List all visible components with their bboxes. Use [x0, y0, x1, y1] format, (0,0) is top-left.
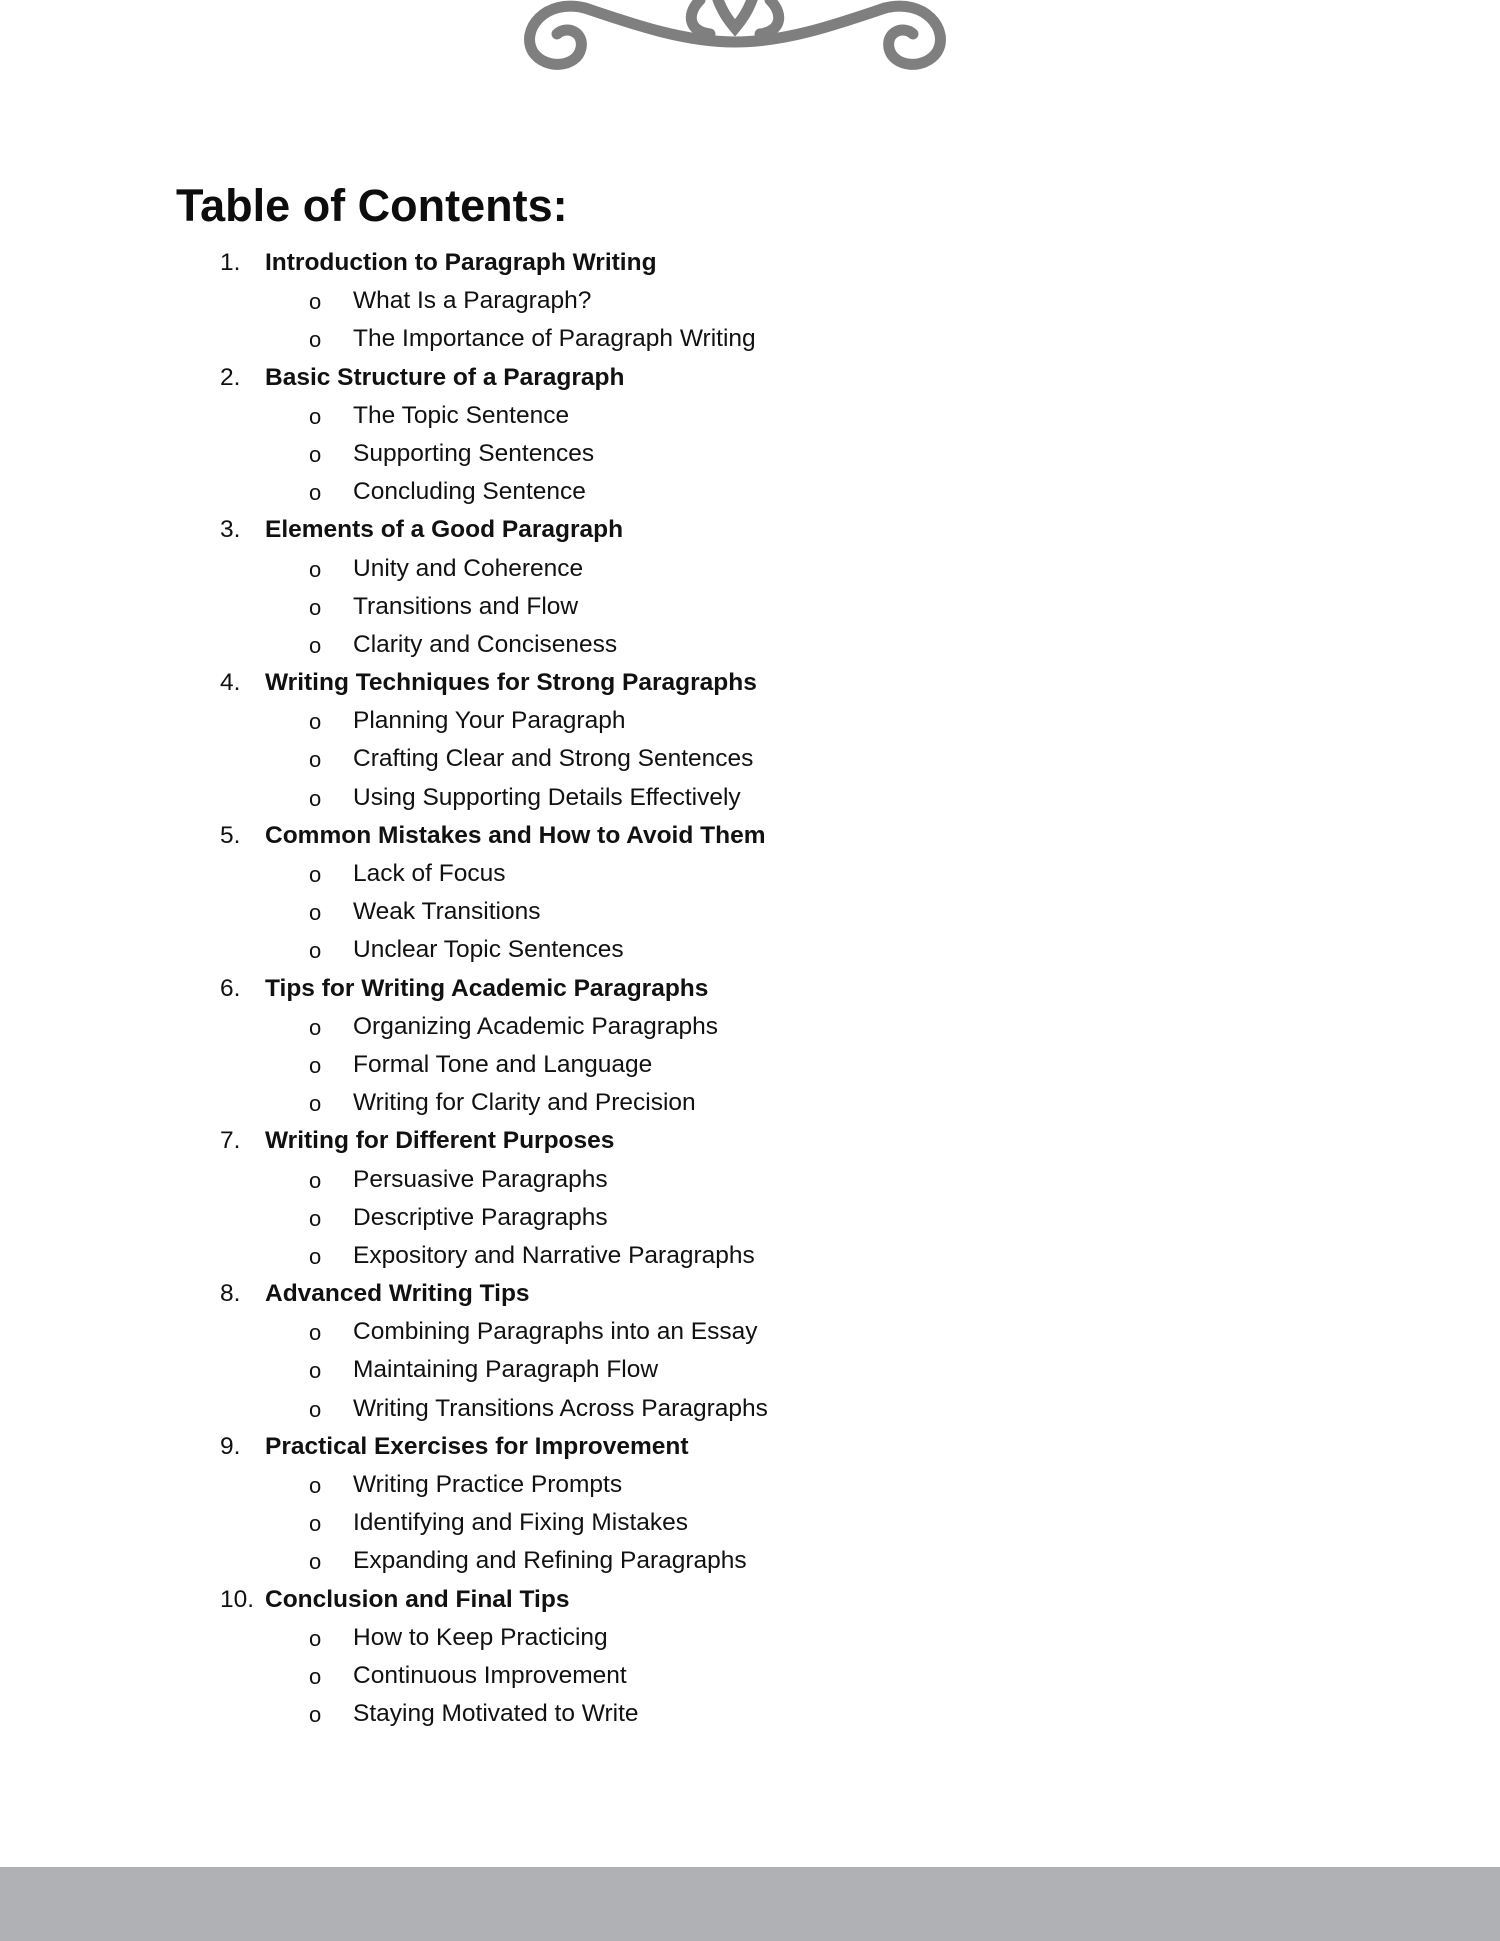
toc-subitem-label: Staying Motivated to Write — [353, 1700, 639, 1728]
toc-subitem-row — [0, 473, 1500, 511]
toc-section-number: 4. — [220, 669, 241, 697]
toc-subitem-row — [0, 550, 1500, 588]
toc-subitem-label: Combining Paragraphs into an Essay — [353, 1318, 758, 1346]
toc-section-number: 10. — [220, 1585, 255, 1613]
toc-section-row — [0, 1275, 1500, 1313]
toc-section-title: Advanced Writing Tips — [265, 1280, 530, 1308]
toc-subitem-row — [0, 1046, 1500, 1084]
toc-section-row — [0, 244, 1500, 282]
hollow-bullet-icon: o — [309, 1243, 322, 1269]
toc-subitem-label: Descriptive Paragraphs — [353, 1203, 608, 1231]
toc-section-title: Elements of a Good Paragraph — [265, 516, 624, 544]
hollow-bullet-icon: o — [309, 1549, 322, 1575]
toc-subitem-label: Unclear Topic Sentences — [353, 936, 624, 964]
toc-section-row — [0, 664, 1500, 702]
hollow-bullet-icon: o — [309, 1167, 322, 1193]
toc-subitem-label: What Is a Paragraph? — [353, 287, 592, 315]
hollow-bullet-icon: o — [309, 632, 322, 658]
toc-subitem-row — [0, 1008, 1500, 1046]
toc-subitem-row — [0, 1657, 1500, 1695]
toc-section-row — [0, 817, 1500, 855]
toc-section-row — [0, 970, 1500, 1008]
toc-subitem-row — [0, 855, 1500, 893]
toc-subitem-label: Weak Transitions — [353, 898, 541, 926]
toc-section-title: Common Mistakes and How to Avoid Them — [265, 821, 766, 849]
table-of-contents-list — [0, 244, 1500, 1733]
toc-section-row — [0, 511, 1500, 549]
toc-subitem-label: Writing Practice Prompts — [353, 1471, 623, 1498]
toc-subitem-row — [0, 282, 1500, 320]
hollow-bullet-icon: o — [309, 1052, 322, 1078]
toc-subitem-row — [0, 1237, 1500, 1275]
toc-subitem-row — [0, 1199, 1500, 1237]
toc-section-title: Basic Structure of a Paragraph — [265, 363, 625, 391]
toc-subitem-row — [0, 893, 1500, 931]
toc-subitem-label: Persuasive Paragraphs — [353, 1165, 608, 1193]
toc-subitem-row — [0, 397, 1500, 435]
toc-subitem-label: Concluding Sentence — [353, 478, 586, 506]
toc-subitem-label: Using Supporting Details Effectively — [353, 783, 741, 811]
hollow-bullet-icon: o — [309, 556, 322, 582]
toc-section-number: 2. — [220, 363, 241, 391]
toc-subitem-row — [0, 931, 1500, 969]
hollow-bullet-icon: o — [309, 1511, 322, 1537]
toc-subitem-row — [0, 320, 1500, 358]
scroll-flourish-ornament-icon — [515, 0, 955, 80]
toc-section-title: Writing Techniques for Strong Paragraphs — [265, 669, 757, 697]
toc-subitem-row — [0, 1161, 1500, 1199]
hollow-bullet-icon: o — [309, 1014, 322, 1040]
toc-subitem-label: Continuous Improvement — [353, 1661, 627, 1689]
hollow-bullet-icon: o — [309, 1358, 322, 1384]
toc-title: Table of Contents: — [176, 180, 568, 231]
toc-subitem-row — [0, 779, 1500, 817]
toc-subitem-label: Expanding and Refining Paragraphs — [353, 1547, 747, 1575]
hollow-bullet-icon: o — [309, 1205, 322, 1231]
toc-section-row — [0, 1581, 1500, 1619]
hollow-bullet-icon: o — [309, 1091, 322, 1117]
hollow-bullet-icon: o — [309, 1663, 322, 1689]
hollow-bullet-icon: o — [309, 441, 322, 467]
hollow-bullet-icon: o — [309, 900, 322, 926]
toc-section-row — [0, 359, 1500, 397]
toc-subitem-label: Supporting Sentences — [353, 439, 595, 467]
toc-subitem-row — [0, 740, 1500, 778]
toc-subitem-label: How to Keep Practicing — [353, 1623, 608, 1651]
toc-subitem-row — [0, 435, 1500, 473]
toc-subitem-row — [0, 702, 1500, 740]
toc-subitem-row — [0, 1619, 1500, 1657]
toc-subitem-label: The Topic Sentence — [353, 401, 570, 429]
toc-subitem-row — [0, 1390, 1500, 1428]
toc-subitem-label: Writing for Clarity and Precision — [353, 1089, 696, 1117]
toc-subitem-row — [0, 588, 1500, 626]
toc-subitem-label: Formal Tone and Language — [353, 1050, 653, 1078]
toc-subitem-label: Organizing Academic Paragraphs — [353, 1012, 718, 1040]
toc-subitem-row — [0, 1504, 1500, 1542]
toc-section-title: Writing for Different Purposes — [265, 1127, 615, 1155]
toc-subitem-label: Planning Your Paragraph — [353, 707, 626, 735]
toc-subitem-label: Crafting Clear and Strong Sentences — [353, 745, 754, 773]
toc-section-title: Practical Exercises for Improvement — [265, 1432, 689, 1460]
toc-subitem-label: Expository and Narrative Paragraphs — [353, 1241, 755, 1269]
toc-subitem-row — [0, 626, 1500, 664]
toc-subitem-row — [0, 1466, 1500, 1504]
hollow-bullet-icon: o — [309, 747, 322, 773]
toc-subitem-label: Unity and Coherence — [353, 554, 584, 582]
toc-subitem-row — [0, 1084, 1500, 1122]
toc-subitem-row — [0, 1313, 1500, 1351]
toc-subitem-label: Transitions and Flow — [353, 592, 579, 620]
hollow-bullet-icon: o — [309, 862, 322, 887]
toc-section-number: 7. — [220, 1127, 241, 1155]
hollow-bullet-icon: o — [309, 327, 322, 353]
footer-bar — [0, 1867, 1500, 1941]
hollow-bullet-icon: o — [309, 1473, 322, 1498]
toc-section-number: 6. — [220, 974, 241, 1002]
hollow-bullet-icon: o — [309, 1320, 322, 1346]
hollow-bullet-icon: o — [309, 1396, 322, 1422]
toc-subitem-label: Lack of Focus — [353, 860, 506, 887]
toc-subitem-row — [0, 1542, 1500, 1580]
hollow-bullet-icon: o — [309, 938, 322, 964]
toc-subitem-label: Clarity and Conciseness — [353, 630, 618, 658]
toc-section-title: Introduction to Paragraph Writing — [265, 249, 657, 276]
hollow-bullet-icon: o — [309, 289, 322, 315]
toc-section-number: 8. — [220, 1280, 241, 1308]
toc-subitem-label: Identifying and Fixing Mistakes — [353, 1509, 688, 1537]
toc-subitem-label: The Importance of Paragraph Writing — [353, 325, 756, 353]
hollow-bullet-icon: o — [309, 403, 322, 429]
toc-section-row — [0, 1428, 1500, 1466]
toc-subitem-row — [0, 1351, 1500, 1389]
toc-subitem-label: Writing Transitions Across Paragraphs — [353, 1394, 768, 1422]
toc-subitem-row — [0, 1695, 1500, 1733]
toc-section-number: 9. — [220, 1432, 241, 1460]
toc-section-number: 1. — [220, 249, 241, 276]
toc-section-number: 5. — [220, 821, 241, 849]
hollow-bullet-icon: o — [309, 785, 322, 811]
toc-section-title: Tips for Writing Academic Paragraphs — [265, 974, 709, 1002]
toc-section-title: Conclusion and Final Tips — [265, 1585, 570, 1613]
hollow-bullet-icon: o — [309, 594, 322, 620]
hollow-bullet-icon: o — [309, 709, 322, 735]
toc-section-row — [0, 1122, 1500, 1160]
hollow-bullet-icon: o — [309, 1625, 322, 1651]
hollow-bullet-icon: o — [309, 480, 322, 506]
toc-subitem-label: Maintaining Paragraph Flow — [353, 1356, 659, 1384]
hollow-bullet-icon: o — [309, 1702, 322, 1728]
toc-section-number: 3. — [220, 516, 241, 544]
